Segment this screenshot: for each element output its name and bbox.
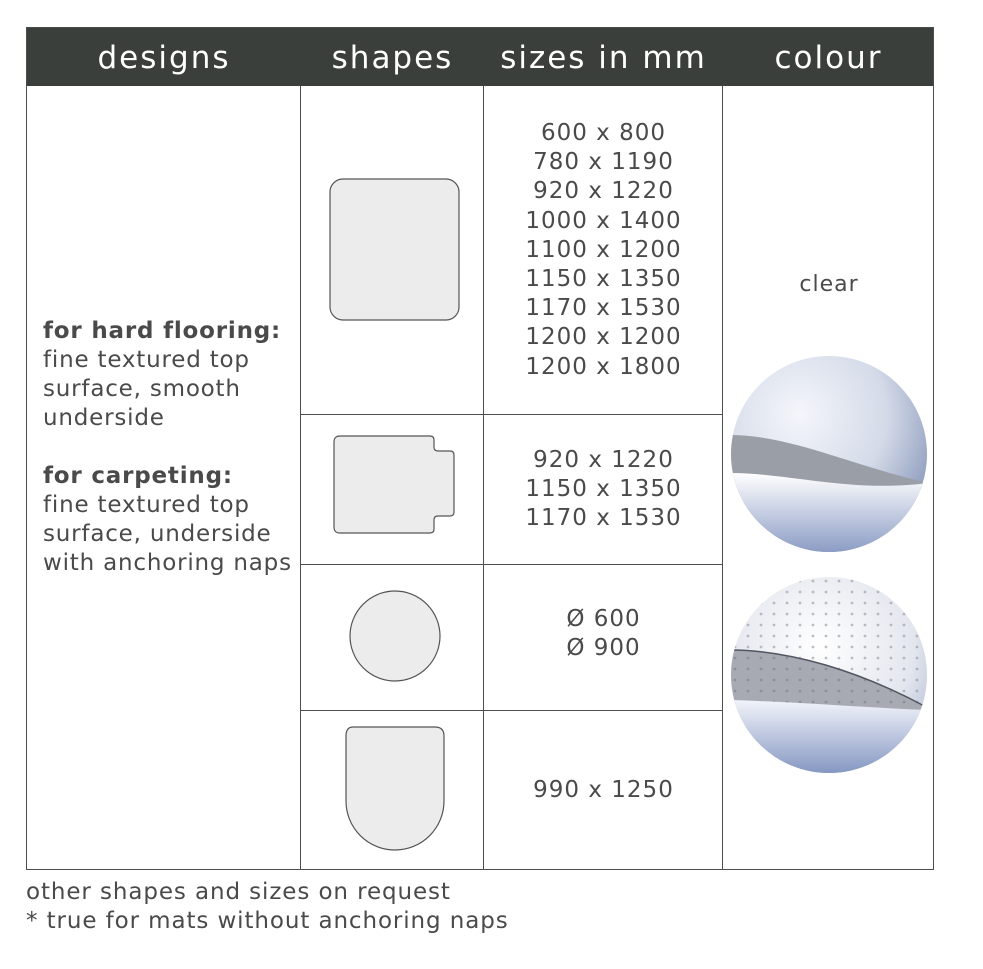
colour-label: clear xyxy=(799,272,859,297)
table-header xyxy=(27,28,933,86)
rectangle-with-lip-shape-icon xyxy=(333,435,457,535)
header-colour: colour xyxy=(774,40,883,76)
round-shape-icon xyxy=(348,589,442,683)
design-title: for hard flooring: xyxy=(43,318,282,344)
footnote-anchoring: * true for mats without anchoring naps xyxy=(26,908,509,934)
sizes-row-2 xyxy=(484,446,723,534)
size-value: 1200 x 1800 xyxy=(525,353,682,380)
design-carpeting xyxy=(43,462,293,578)
design-title: for carpeting: xyxy=(43,463,233,489)
size-value: 1100 x 1200 xyxy=(525,236,682,263)
sizes-row-3 xyxy=(484,605,723,663)
header-designs: designs xyxy=(97,40,231,76)
rectangle-shape-icon xyxy=(329,178,460,321)
designs-cell xyxy=(43,317,293,607)
size-value: 920 x 1220 xyxy=(533,447,674,473)
size-value: Ø 900 xyxy=(566,635,641,662)
design-description: fine textured top surface, underside with anchoring naps xyxy=(43,492,292,576)
size-value: 1150 x 1350 xyxy=(525,476,682,503)
size-value: 600 x 800 xyxy=(540,120,667,146)
size-value: 1170 x 1530 xyxy=(525,295,682,322)
row-divider xyxy=(300,414,723,415)
row-divider xyxy=(300,564,723,565)
header-shapes: shapes xyxy=(331,40,454,76)
design-description: fine textured top surface, smooth underside xyxy=(43,347,250,431)
size-value: 1150 x 1350 xyxy=(525,266,682,293)
size-value: 1170 x 1530 xyxy=(525,505,682,532)
sizes-row-4 xyxy=(484,776,723,805)
smooth-underside-mat-image xyxy=(730,355,928,553)
row-divider xyxy=(300,710,723,711)
footnote-request: other shapes and sizes on request xyxy=(26,879,451,905)
design-hard-flooring xyxy=(43,317,293,433)
size-value: 1000 x 1400 xyxy=(525,207,682,234)
header-sizes: sizes in mm xyxy=(500,40,707,76)
d-shape-icon xyxy=(344,726,446,854)
product-table xyxy=(26,27,934,870)
size-value: 990 x 1250 xyxy=(533,777,674,803)
size-value: 920 x 1220 xyxy=(533,178,674,205)
column-divider xyxy=(300,86,301,869)
size-value: 780 x 1190 xyxy=(533,149,674,176)
size-value: Ø 600 xyxy=(566,606,641,632)
sizes-row-1 xyxy=(484,119,723,382)
anchoring-naps-mat-image xyxy=(730,576,928,774)
size-value: 1200 x 1200 xyxy=(525,324,682,351)
